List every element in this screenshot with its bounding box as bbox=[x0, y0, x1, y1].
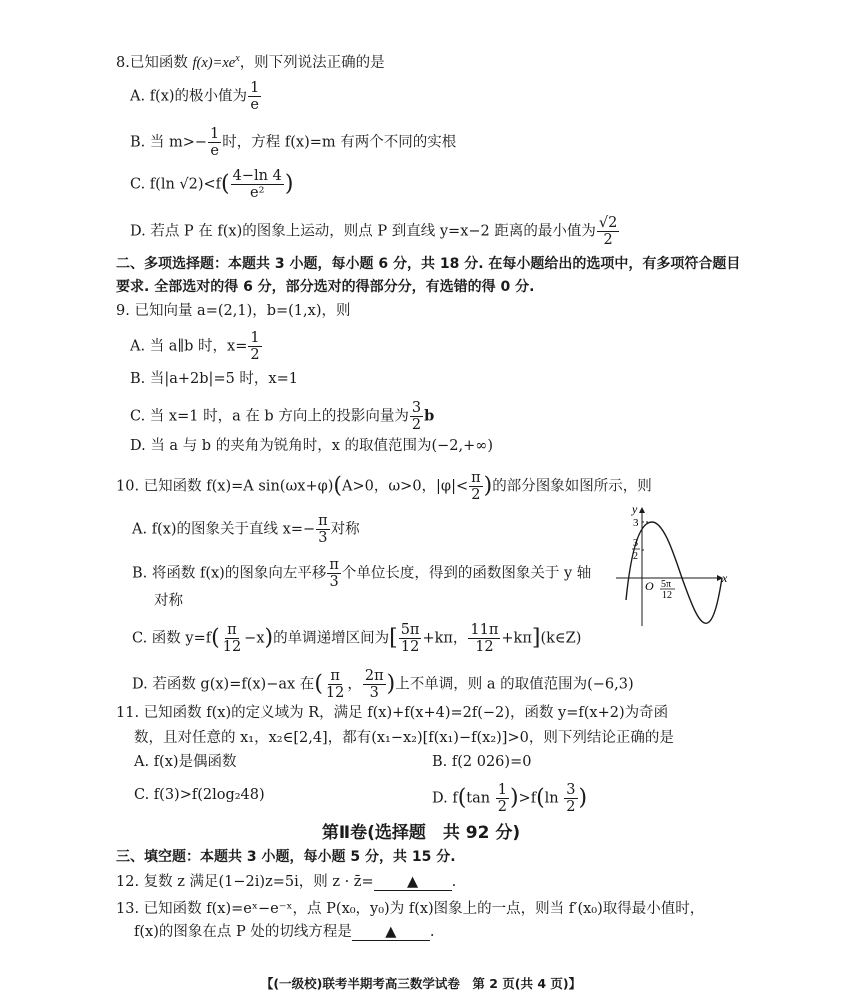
fraction: $\frac{3}{2}$ bbox=[411, 400, 422, 433]
part2-title: 第Ⅱ卷(选择题 共 92 分) bbox=[321, 823, 521, 843]
fraction: $\frac{\pi}{3}$ bbox=[318, 513, 328, 546]
q8-option-c: C. f(ln √2)<f( $\frac{4-\ln 4}{\text{e²}}$ ) bbox=[130, 168, 294, 201]
q9-option-d: D. 当 a 与 b 的夹角为锐角时，x 的取值范围为(−2,+∞) bbox=[130, 438, 494, 454]
fraction: $\frac{√2}{2}$ bbox=[598, 215, 618, 248]
fraction: $\frac{5\pi}{12}$ bbox=[400, 622, 420, 655]
y-mid-num: 3 bbox=[633, 538, 638, 549]
fraction: $\frac{\pi}{2}$ bbox=[471, 470, 481, 503]
x-tick-den: 12 bbox=[662, 590, 672, 601]
q9-stem: 9. 已知向量 a=(2,1)，b=(1,x)，则 bbox=[116, 303, 351, 319]
fraction: $\frac{11\pi}{12}$ bbox=[470, 622, 499, 655]
q9-option-a: A. 当 a∥b 时，x= $\frac{1}{2}$ bbox=[130, 330, 260, 363]
q11-line2: 数，且对任意的 x₁，x₂∈[2,4]，都有(x₁−x₂)[f(x₁)−f(x₂)]>0，则下列结论正确的是 bbox=[134, 730, 674, 746]
y-max-label: 3 bbox=[633, 517, 639, 529]
q10-sine-graph bbox=[612, 500, 732, 630]
q12: 12. 复数 z 满足(1−2i)z=5i，则 z · z̄= ▲ . bbox=[116, 874, 457, 890]
section3-line: 三、填空题：本题共 3 小题，每小题 5 分，共 15 分. bbox=[116, 849, 456, 865]
sine-curve bbox=[626, 522, 722, 623]
section2-line2: 要求. 全部选对的得 6 分，部分选对的得部分分，有选错的得 0 分. bbox=[116, 279, 535, 295]
section2-line1: 二、多项选择题：本题共 3 小题，每小题 6 分，共 18 分. 在每小题给出的选项中，有多项符合题目 bbox=[116, 256, 741, 272]
fraction: $\frac{3}{2}$ bbox=[566, 782, 576, 815]
q9-option-c: C. 当 x=1 时，a 在 b 方向上的投影向量为 $\frac{3}{2}$ b bbox=[130, 400, 435, 433]
q10-option-b: B. 将函数 f(x)的图象向左平移 $\frac{\pi}{3}$ 个单位长度，得到的函数图象关于 y 轴 bbox=[132, 557, 592, 590]
q8-option-b: B. 当 m>− $\frac{1}{e}$ 时，方程 f(x)=m 有两个不同的实根 bbox=[130, 126, 457, 159]
q11-option-b: B. f(2 026)=0 bbox=[432, 754, 532, 770]
q10-option-a: A. f(x)的图象关于直线 x=− $\frac{\pi}{3}$ 对称 bbox=[132, 513, 360, 546]
fraction: $\frac{\pi}{3}$ bbox=[329, 557, 339, 590]
fraction: $\frac{1}{e}$ bbox=[210, 126, 220, 159]
y-mid-den: 2 bbox=[633, 551, 638, 562]
q11-line1: 11. 已知函数 f(x)的定义域为 R，满足 f(x)+f(x+4)=2f(−2)，函数 y=f(x+2)为奇函 bbox=[116, 705, 669, 721]
fraction: $\frac{1}{2}$ bbox=[250, 330, 260, 363]
q9-option-b: B. 当|a+2b|=5 时，x=1 bbox=[130, 371, 298, 387]
q8-option-d: D. 若点 P 在 f(x)的图象上运动，则点 P 到直线 y=x−2 距离的最小值为 $\frac{√2}{2}$ bbox=[130, 215, 618, 248]
fraction: $\frac{\pi}{12}$ bbox=[222, 622, 242, 655]
answer-blank[interactable]: ▲ bbox=[352, 924, 430, 941]
q8-option-a: A. f(x)的极小值为 $\frac{1}{e}$ bbox=[130, 80, 260, 113]
fraction: $\frac{\pi}{12}$ bbox=[325, 668, 345, 701]
origin-label: O bbox=[645, 579, 654, 593]
q11-option-a: A. f(x)是偶函数 bbox=[134, 754, 237, 770]
fraction: $\frac{2\pi}{3}$ bbox=[364, 668, 384, 701]
q11-option-d: D. f(tan $\frac{1}{2}$ )>f(ln $\frac{3}{2}$ ) bbox=[432, 782, 588, 815]
q10-option-b-cont: 对称 bbox=[154, 593, 183, 609]
q10-option-d: D. 若函数 g(x)=f(x)−ax 在( $\frac{\pi}{12}$ ， $\frac{2\pi}{3}$ )上不单调，则 a 的取值范围为(−6,3) bbox=[132, 668, 634, 701]
answer-blank[interactable]: ▲ bbox=[374, 874, 452, 891]
q8-stem: 8.已知函数 $f(x)=xe^x$，则下列说法正确的是 bbox=[116, 53, 385, 71]
page-footer: 【(一级校)联考半期考高三数学试卷 第 2 页(共 4 页)】 bbox=[260, 976, 582, 991]
fraction: $\frac{1}{2}$ bbox=[497, 782, 507, 815]
fraction: $\frac{1}{e}$ bbox=[250, 80, 260, 113]
q11-option-c: C. f(3)>f(2log₂48) bbox=[134, 787, 265, 803]
q10-option-c: C. 函数 y=f( $\frac{\pi}{12}$ −x)的单调递增区间为[ $\frac{5\pi}{12}$ +kπ， $\frac{11\pi}{12}$ +kπ](k∈Z) bbox=[132, 622, 582, 655]
q13-line1: 13. 已知函数 f(x)=eˣ−e⁻ˣ，点 P(x₀，y₀)为 f(x)图象上的一点，则当 f′(x₀)取得最小值时， bbox=[116, 901, 705, 917]
q10-stem: 10. 已知函数 f(x)=A sin(ωx+φ)(A>0，ω>0，|φ|< $\frac{\pi}{2}$ )的部分图象如图所示，则 bbox=[116, 470, 652, 503]
y-axis-label: y bbox=[632, 502, 638, 516]
x-axis-label: x bbox=[722, 571, 728, 585]
q13-line2: f(x)的图象在点 P 处的切线方程是 ▲ . bbox=[134, 924, 435, 940]
x-tick-num: 5π bbox=[661, 579, 672, 590]
fraction: $\frac{4-\ln 4}{\text{e²}}$ bbox=[232, 168, 282, 201]
